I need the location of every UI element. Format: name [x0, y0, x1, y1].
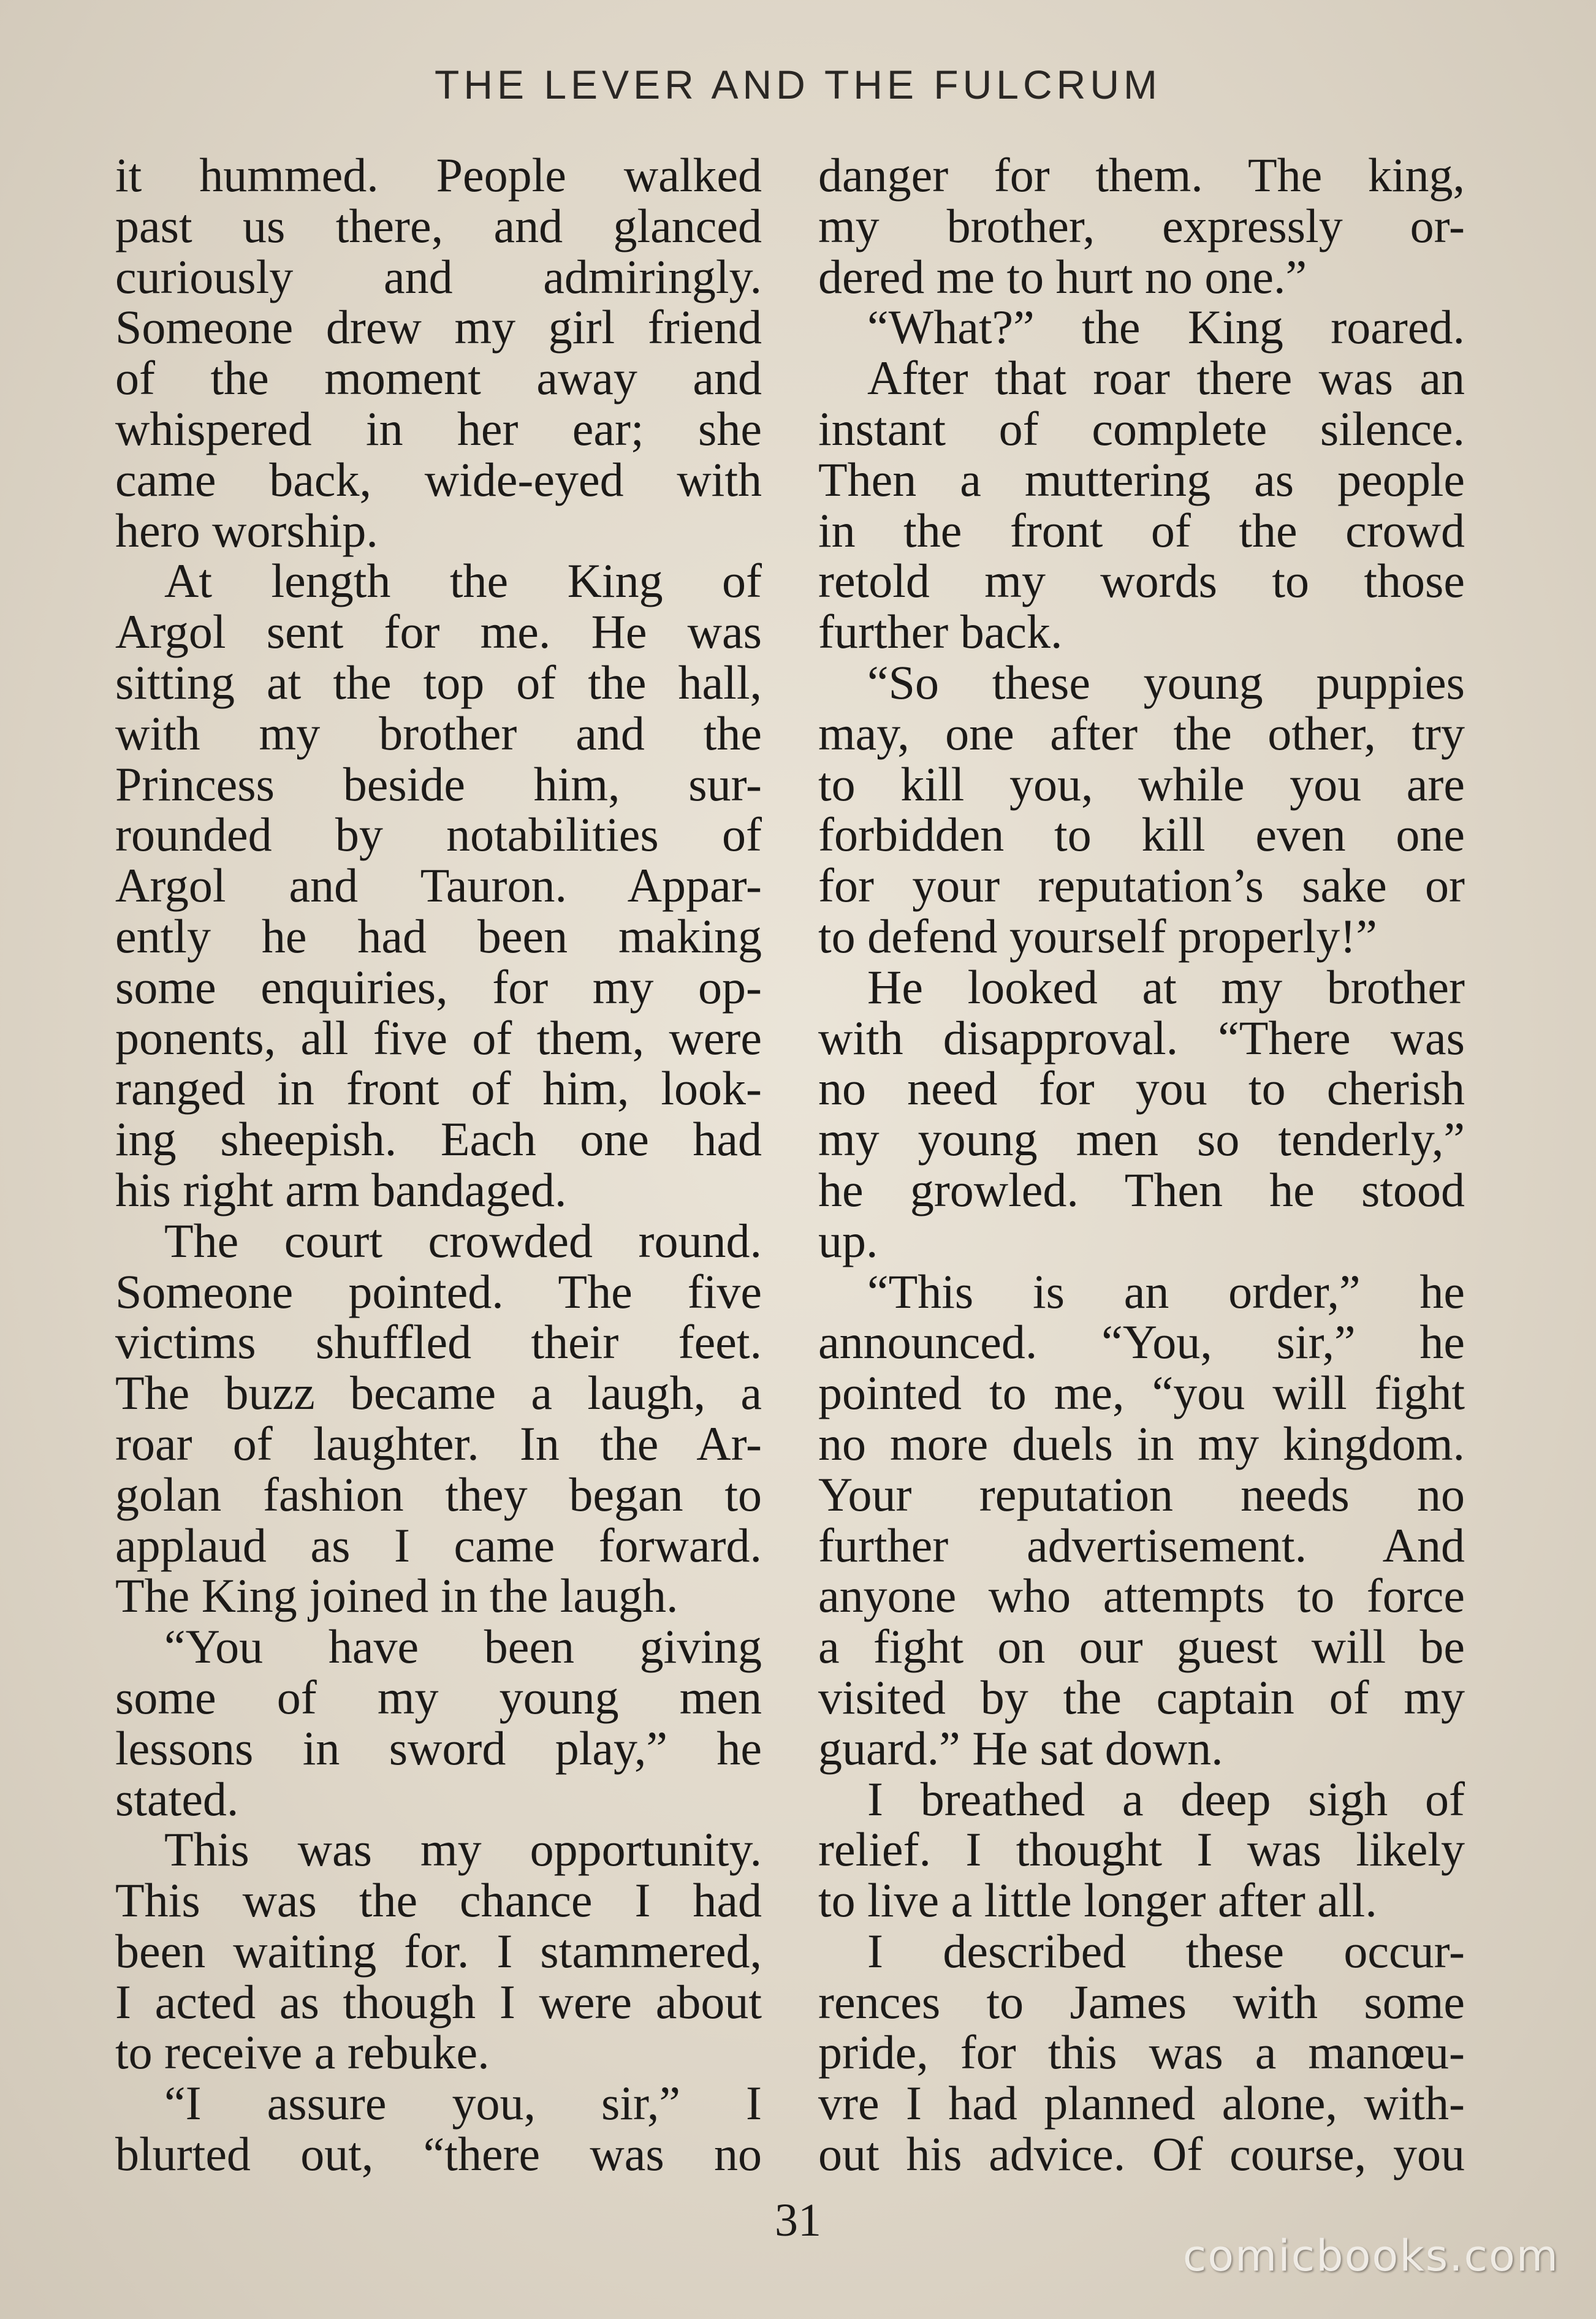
text-line: At length the King of — [164, 554, 762, 608]
text-line: out his advice. Of course, you — [818, 2127, 1465, 2181]
text-line: ently he had been making — [115, 909, 762, 963]
text-line: relief. I thought I was likely — [818, 1823, 1465, 1877]
text-line: a fight on our guest will be — [818, 1620, 1465, 1674]
text-line: ing sheepish. Each one had — [115, 1112, 762, 1166]
text-line: past us there, and glanced — [115, 199, 762, 252]
text-line: forbidden to kill even one — [818, 808, 1465, 862]
page-number: 31 — [775, 2195, 821, 2246]
text-line: Princess beside him, sur- — [115, 757, 762, 811]
text-column-left — [115, 150, 762, 2180]
text-line: “So these young puppies — [867, 655, 1465, 709]
text-line: no need for you to cherish — [818, 1061, 1465, 1115]
text-line: rences to James with some — [818, 1975, 1465, 2029]
text-line: The court crowded round. — [164, 1213, 762, 1267]
text-line: “I assure you, sir,” I — [164, 2076, 762, 2130]
text-line: guard.” He sat down. — [818, 1721, 1223, 1775]
text-line: dered me to hurt no one.” — [818, 249, 1307, 303]
text-line: to defend yourself properly!” — [818, 909, 1377, 963]
text-line: roar of laughter. In the Ar- — [115, 1416, 762, 1470]
text-line: pride, for this was a manœu- — [818, 2025, 1465, 2079]
text-line: of the moment away and — [115, 351, 762, 405]
text-line: ranged in front of him, look- — [115, 1061, 762, 1115]
text-line: been waiting for. I stammered, — [115, 1924, 762, 1978]
text-line: further back. — [818, 605, 1063, 659]
text-line: my brother, expressly or- — [818, 199, 1465, 252]
text-line: I acted as though I were about — [115, 1975, 762, 2029]
text-line: I breathed a deep sigh of — [867, 1772, 1465, 1826]
text-line: to kill you, while you are — [818, 757, 1465, 811]
text-line: Argol sent for me. He was — [115, 605, 762, 659]
text-line: The King joined in the laugh. — [115, 1569, 678, 1623]
text-line: retold my words to those — [818, 554, 1465, 608]
text-line: lessons in sword play,” he — [115, 1721, 762, 1775]
text-line: my young men so tenderly,” — [818, 1112, 1465, 1166]
text-line: it hummed. People walked — [115, 148, 762, 202]
text-line: hero worship. — [115, 503, 378, 557]
text-line: no more duels in my kingdom. — [818, 1416, 1465, 1470]
text-line: The buzz became a laugh, a — [115, 1366, 762, 1420]
text-line: He looked at my brother — [867, 960, 1465, 1014]
text-line: to receive a rebuke. — [115, 2025, 490, 2079]
text-line: Your reputation needs no — [818, 1467, 1465, 1521]
text-line: he growled. Then he stood — [818, 1163, 1465, 1216]
text-column-right — [818, 150, 1465, 2180]
text-line: some enquiries, for my op- — [115, 960, 762, 1014]
text-line: Someone pointed. The five — [115, 1264, 762, 1318]
text-line: some of my young men — [115, 1670, 762, 1724]
text-line: applaud as I came forward. — [115, 1518, 762, 1572]
text-line: pointed to me, “you will fight — [818, 1366, 1465, 1420]
text-line: visited by the captain of my — [818, 1670, 1465, 1724]
text-line: “You have been giving — [164, 1620, 762, 1674]
text-line: blurted out, “there was no — [115, 2127, 762, 2181]
text-line: came back, wide-eyed with — [115, 452, 762, 506]
text-line: Then a muttering as people — [818, 452, 1465, 506]
text-line: victims shuffled their feet. — [115, 1315, 762, 1369]
text-line: After that roar there was an — [867, 351, 1465, 405]
text-line: with my brother and the — [115, 706, 762, 760]
text-line: in the front of the crowd — [818, 503, 1465, 557]
text-line: stated. — [115, 1772, 239, 1826]
running-head: THE LEVER AND THE FULCRUM — [435, 62, 1161, 107]
text-line: to live a little longer after all. — [818, 1873, 1377, 1927]
text-line: This was the chance I had — [115, 1873, 762, 1927]
text-line: further advertisement. And — [818, 1518, 1465, 1572]
text-line: his right arm bandaged. — [115, 1163, 567, 1216]
text-line: golan fashion they began to — [115, 1467, 762, 1521]
text-line: ponents, all five of them, were — [115, 1011, 762, 1065]
text-line: curiously and admiringly. — [115, 249, 762, 303]
text-line: anyone who attempts to force — [818, 1569, 1465, 1623]
text-line: whispered in her ear; she — [115, 401, 762, 455]
text-line: Argol and Tauron. Appar- — [115, 859, 762, 913]
text-line: “What?” the King roared. — [867, 300, 1465, 354]
text-line: I described these occur- — [867, 1924, 1465, 1978]
text-line: up. — [818, 1213, 878, 1267]
watermark: comicbooks.com — [1182, 2231, 1559, 2281]
text-line: may, one after the other, try — [818, 706, 1465, 760]
text-line: “This is an order,” he — [867, 1264, 1465, 1318]
text-line: Someone drew my girl friend — [115, 300, 762, 354]
text-line: vre I had planned alone, with- — [818, 2076, 1465, 2130]
text-line: announced. “You, sir,” he — [818, 1315, 1465, 1369]
text-line: for your reputation’s sake or — [818, 859, 1465, 913]
text-line: rounded by notabilities of — [115, 808, 762, 862]
text-line: instant of complete silence. — [818, 401, 1465, 455]
text-line: danger for them. The king, — [818, 148, 1465, 202]
text-line: sitting at the top of the hall, — [115, 655, 762, 709]
text-line: This was my opportunity. — [164, 1823, 762, 1877]
text-line: with disapproval. “There was — [818, 1011, 1465, 1065]
